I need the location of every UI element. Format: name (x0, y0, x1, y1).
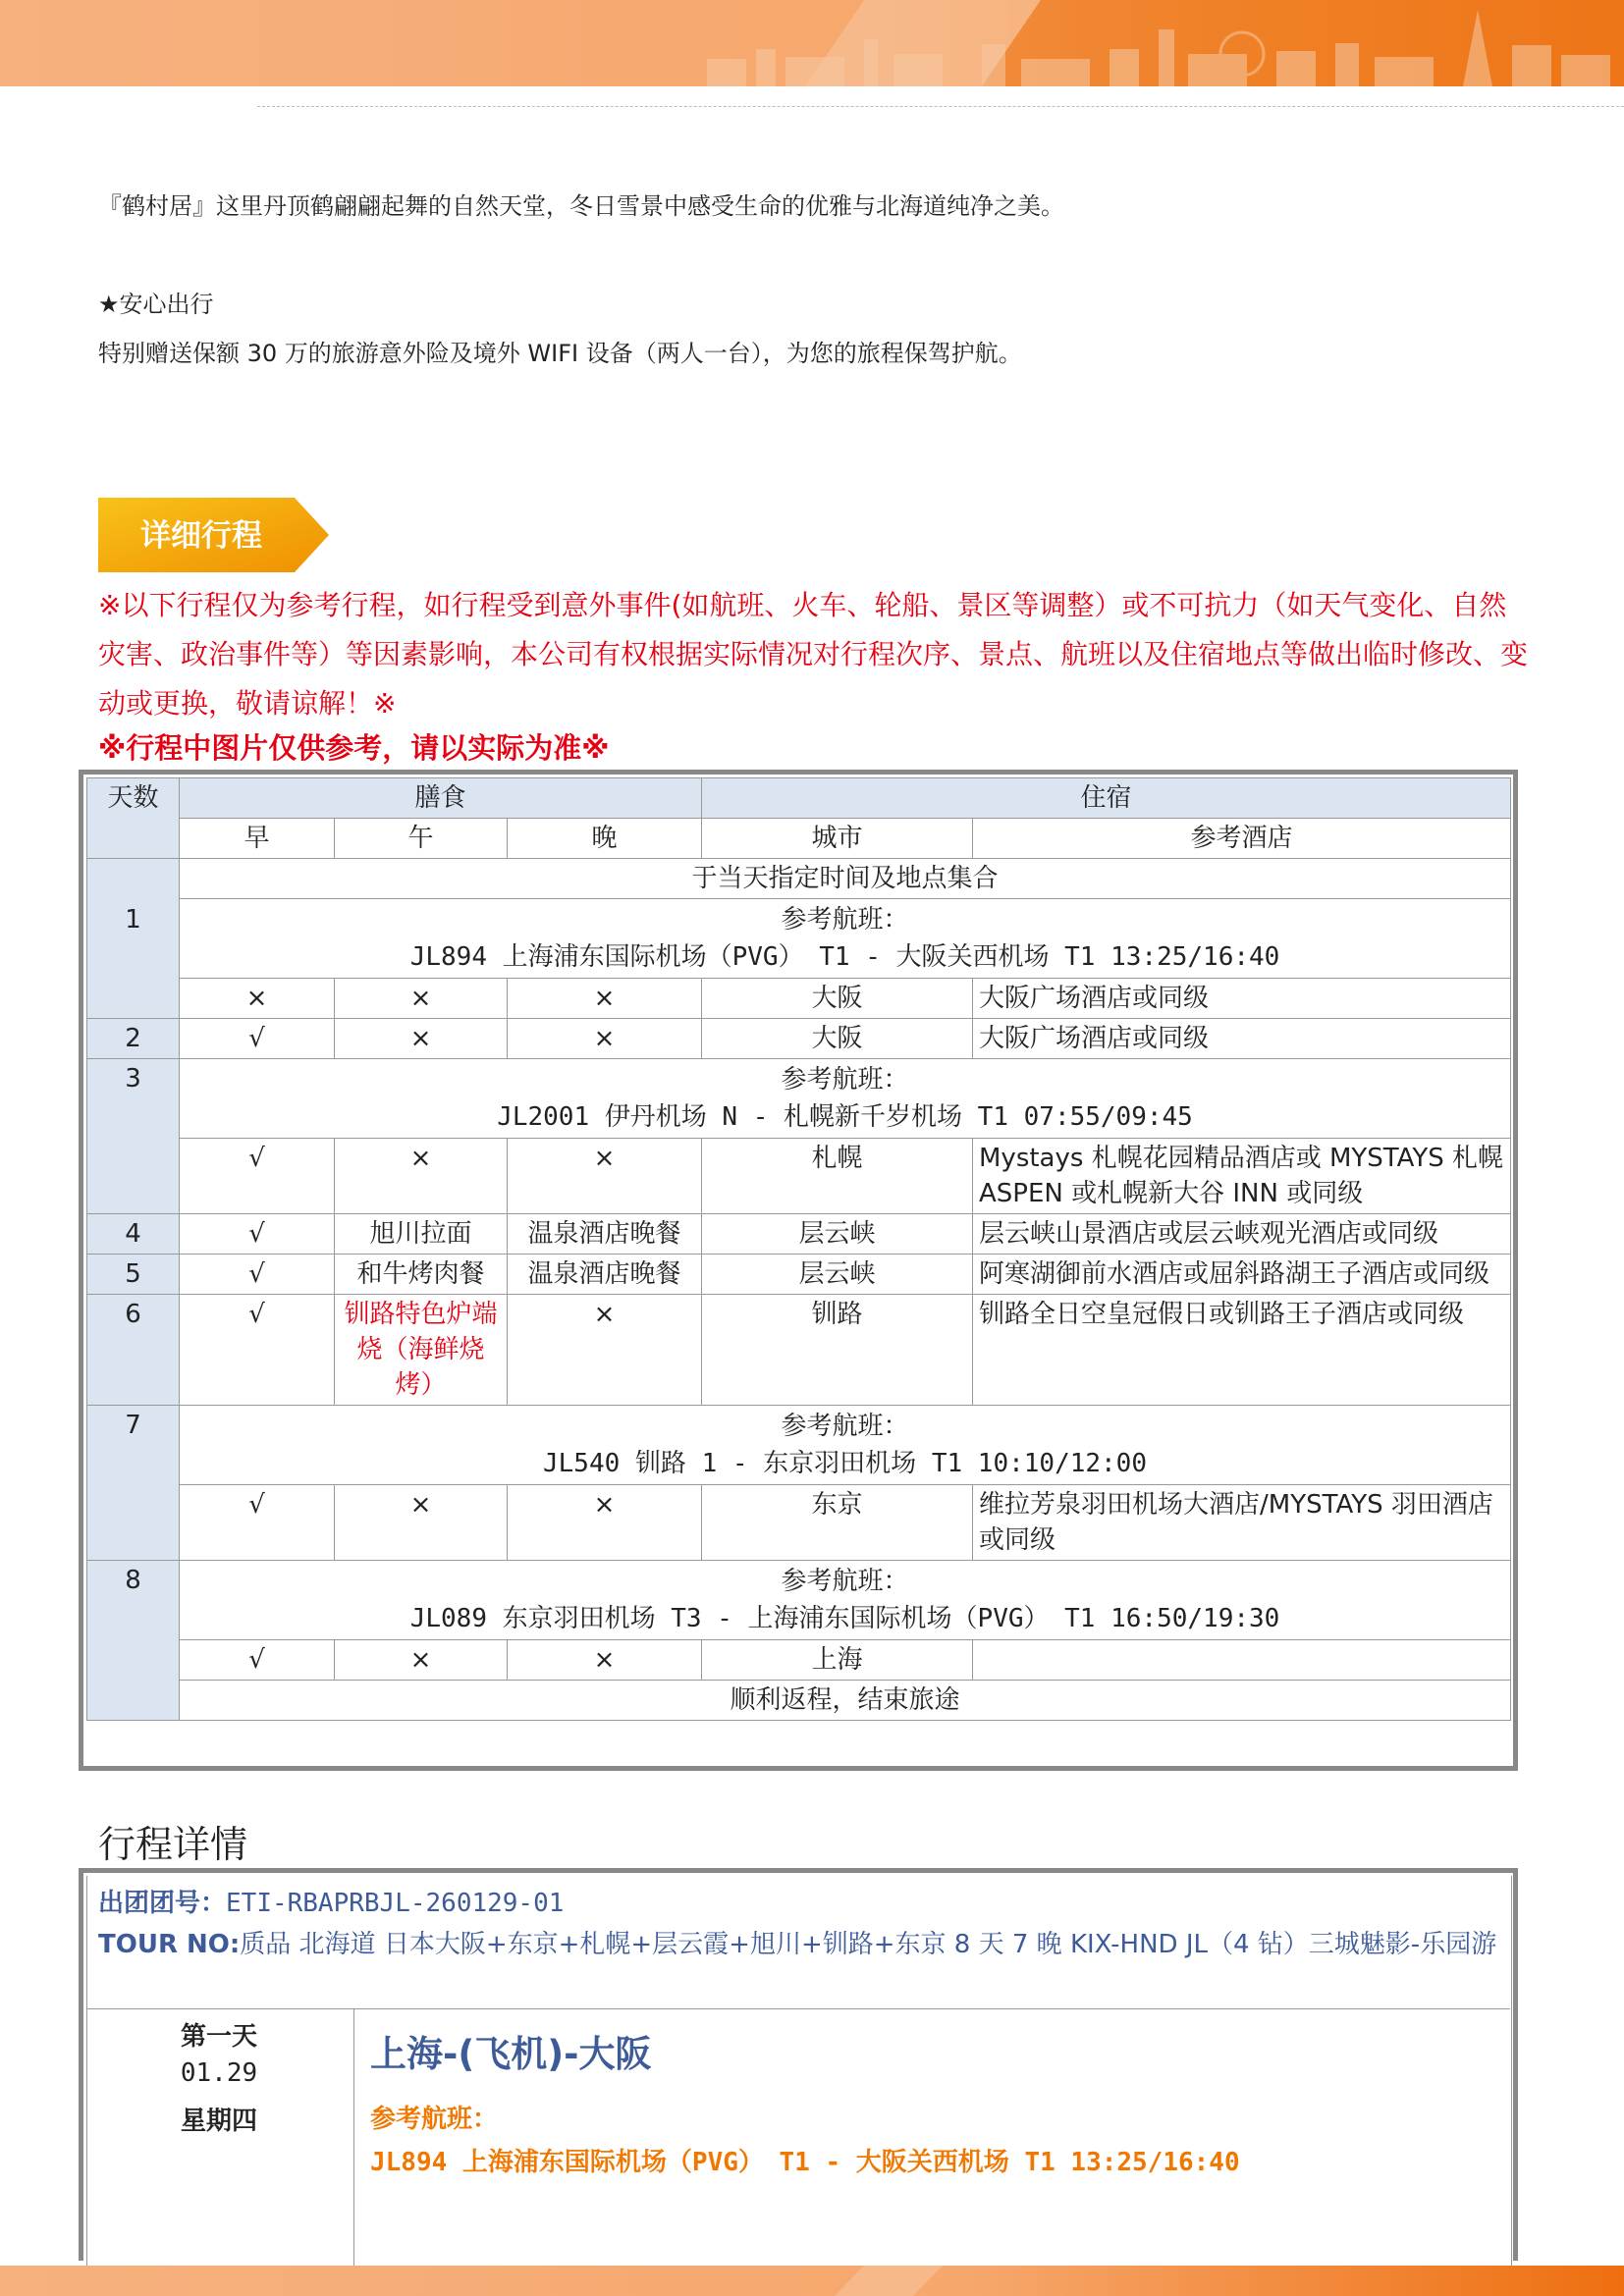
table-row (87, 1214, 1511, 1255)
city: 上海 (702, 1640, 973, 1681)
city: 大阪 (702, 979, 973, 1019)
table-row (87, 979, 1511, 1019)
header-banner (0, 0, 1624, 86)
meal-breakfast: √ (180, 1139, 335, 1214)
meal-lunch: × (335, 1019, 508, 1059)
table-row (87, 1640, 1511, 1681)
route-title: 上海-(飞机)-大阪 (370, 2033, 652, 2075)
hotel: 大阪广场酒店或同级 (973, 1019, 1511, 1059)
meal-dinner: × (508, 1019, 702, 1059)
tour-code (98, 1883, 564, 1919)
table-row (87, 899, 1511, 979)
table-row (87, 1019, 1511, 1059)
table-row (87, 1561, 1511, 1640)
tour-code-label: 出团团号： (98, 1889, 227, 1918)
table-row (87, 1255, 1511, 1295)
table-row (87, 1139, 1511, 1214)
column-divider (353, 2008, 354, 2273)
meal-breakfast: √ (180, 1295, 335, 1406)
meal-breakfast: √ (180, 1640, 335, 1681)
hotel: Mystays 札幌花园精品酒店或 MYSTAYS 札幌 ASPEN 或札幌新大谷 INN 或同级 (973, 1139, 1511, 1214)
meal-dinner: × (508, 1295, 702, 1406)
detail-flight-info: JL894 上海浦东国际机场（PVG） T1 - 大阪关西机场 T1 13:25/16:40 (370, 2148, 1240, 2177)
hotel: 层云峡山景酒店或层云峡观光酒店或同级 (973, 1214, 1511, 1255)
meal-lunch: 和牛烤肉餐 (335, 1255, 508, 1295)
assembly-note: 于当天指定时间及地点集合 (180, 859, 1511, 899)
flight-label: 参考航班： (781, 1065, 909, 1095)
footer-bar (0, 2266, 1624, 2296)
flight-info: JL540 钏路 1 - 东京羽田机场 T1 10:10/12:00 (543, 1449, 1147, 1478)
meal-breakfast: √ (180, 1019, 335, 1059)
meal-lunch: × (335, 1485, 508, 1561)
flight-cell (180, 1561, 1511, 1640)
flight-label: 参考航班： (781, 1412, 909, 1441)
section-title: 详细行程 (140, 518, 262, 554)
flight-info: JL089 东京羽田机场 T3 - 上海浦东国际机场（PVG） T1 16:50/19:30 (409, 1604, 1280, 1633)
closing-note: 顺利返程，结束旅途 (180, 1681, 1511, 1721)
flight-cell (180, 1059, 1511, 1139)
hotel: 维拉芳泉羽田机场大酒店/MYSTAYS 羽田酒店或同级 (973, 1485, 1511, 1561)
header-dinner: 晚 (508, 819, 702, 859)
row-divider (86, 2008, 1510, 2009)
header-lunch: 午 (335, 819, 508, 859)
day-number: 8 (87, 1561, 180, 1721)
table-header-row (87, 778, 1511, 819)
table-row (87, 1295, 1511, 1406)
detail-flight-label: 参考航班： (370, 2105, 499, 2134)
header-day: 天数 (87, 778, 180, 859)
day-number: 7 (87, 1406, 180, 1561)
tour-no (98, 1924, 1502, 1966)
table-row (87, 1406, 1511, 1485)
city: 层云峡 (702, 1214, 973, 1255)
city: 札幌 (702, 1139, 973, 1214)
flight-cell (180, 899, 1511, 979)
flight-label: 参考航班： (781, 905, 909, 934)
city: 大阪 (702, 1019, 973, 1059)
tour-no-value: 质品 北海道 日本大阪+东京+札幌+层云霞+旭川+钏路+东京 8 天 7 晚 KIX-HND JL（4 钻）三城魅影-乐园游 (240, 1930, 1497, 1959)
header-divider (257, 106, 1624, 107)
table-subheader-row (87, 819, 1511, 859)
meal-lunch: × (335, 979, 508, 1019)
meal-breakfast: √ (180, 1485, 335, 1561)
day-number: 5 (87, 1255, 180, 1295)
meal-lunch: 旭川拉面 (335, 1214, 508, 1255)
safety-title: ★安心出行 (98, 291, 214, 318)
meal-dinner: 温泉酒店晚餐 (508, 1255, 702, 1295)
meal-breakfast: √ (180, 1255, 335, 1295)
notice-text: ※以下行程仅为参考行程，如行程受到意外事件(如航班、火车、轮船、景区等调整）或不可抗力（如天气变化、自然灾害、政治事件等）等因素影响，本公司有权根据实际情况对行程次序、景点、航班以及住宿地点等做出临时修改、变动或更换，敬请谅解！※ (98, 589, 1529, 720)
hotel: 大阪广场酒店或同级 (973, 979, 1511, 1019)
day-number: 1 (87, 859, 180, 1019)
table-row (87, 1485, 1511, 1561)
hotel (973, 1640, 1511, 1681)
header-city: 城市 (702, 819, 973, 859)
flight-label: 参考航班： (781, 1567, 909, 1596)
header-lodging: 住宿 (702, 778, 1511, 819)
flight-cell (180, 1406, 1511, 1485)
meal-dinner: × (508, 1485, 702, 1561)
meal-breakfast: × (180, 979, 335, 1019)
day-number: 6 (87, 1295, 180, 1406)
safety-text: 特别赠送保额 30 万的旅游意外险及境外 WIFI 设备（两人一台），为您的旅程保驾护航。 (98, 340, 1022, 367)
city: 层云峡 (702, 1255, 973, 1295)
city: 钏路 (702, 1295, 973, 1406)
header-meals: 膳食 (180, 778, 702, 819)
city: 东京 (702, 1485, 973, 1561)
table-row (87, 1059, 1511, 1139)
intro-line: 『鹤村居』这里丹顶鹤翩翩起舞的自然天堂，冬日雪景中感受生命的优雅与北海道纯净之美。 (98, 192, 1064, 220)
meal-lunch: 钏路特色炉端烧（海鲜烧烤） (335, 1295, 508, 1406)
detail-title: 行程详情 (98, 1823, 248, 1866)
hotel: 阿寒湖御前水酒店或屈斜路湖王子酒店或同级 (973, 1255, 1511, 1295)
meal-dinner: × (508, 1640, 702, 1681)
table-row (87, 859, 1511, 899)
day-number: 3 (87, 1059, 180, 1214)
meal-dinner: 温泉酒店晚餐 (508, 1214, 702, 1255)
day-weekday: 星期四 (180, 2107, 257, 2136)
hotel: 钏路全日空皇冠假日或钏路王子酒店或同级 (973, 1295, 1511, 1406)
flight-info: JL2001 伊丹机场 N - 札幌新千岁机场 T1 07:55/09:45 (497, 1102, 1193, 1132)
day-number: 2 (87, 1019, 180, 1059)
schedule-table (86, 777, 1511, 1721)
meal-lunch: × (335, 1640, 508, 1681)
day-label: 第一天 (180, 2022, 257, 2052)
meal-dinner: × (508, 979, 702, 1019)
header-hotel: 参考酒店 (973, 819, 1511, 859)
notice-bold: ※行程中图片仅供参考，请以实际为准※ (98, 731, 610, 765)
header-breakfast: 早 (180, 819, 335, 859)
day-number: 4 (87, 1214, 180, 1255)
meal-lunch: × (335, 1139, 508, 1214)
tour-code-value: ETI-RBAPRBJL-260129-01 (226, 1889, 565, 1918)
meal-dinner: × (508, 1139, 702, 1214)
tour-no-label: TOUR NO: (98, 1930, 241, 1959)
table-row (87, 1681, 1511, 1721)
day-date: 01.29 (180, 2058, 258, 2088)
meal-breakfast: √ (180, 1214, 335, 1255)
flight-info: JL894 上海浦东国际机场（PVG） T1 - 大阪关西机场 T1 13:25/16:40 (409, 942, 1280, 972)
